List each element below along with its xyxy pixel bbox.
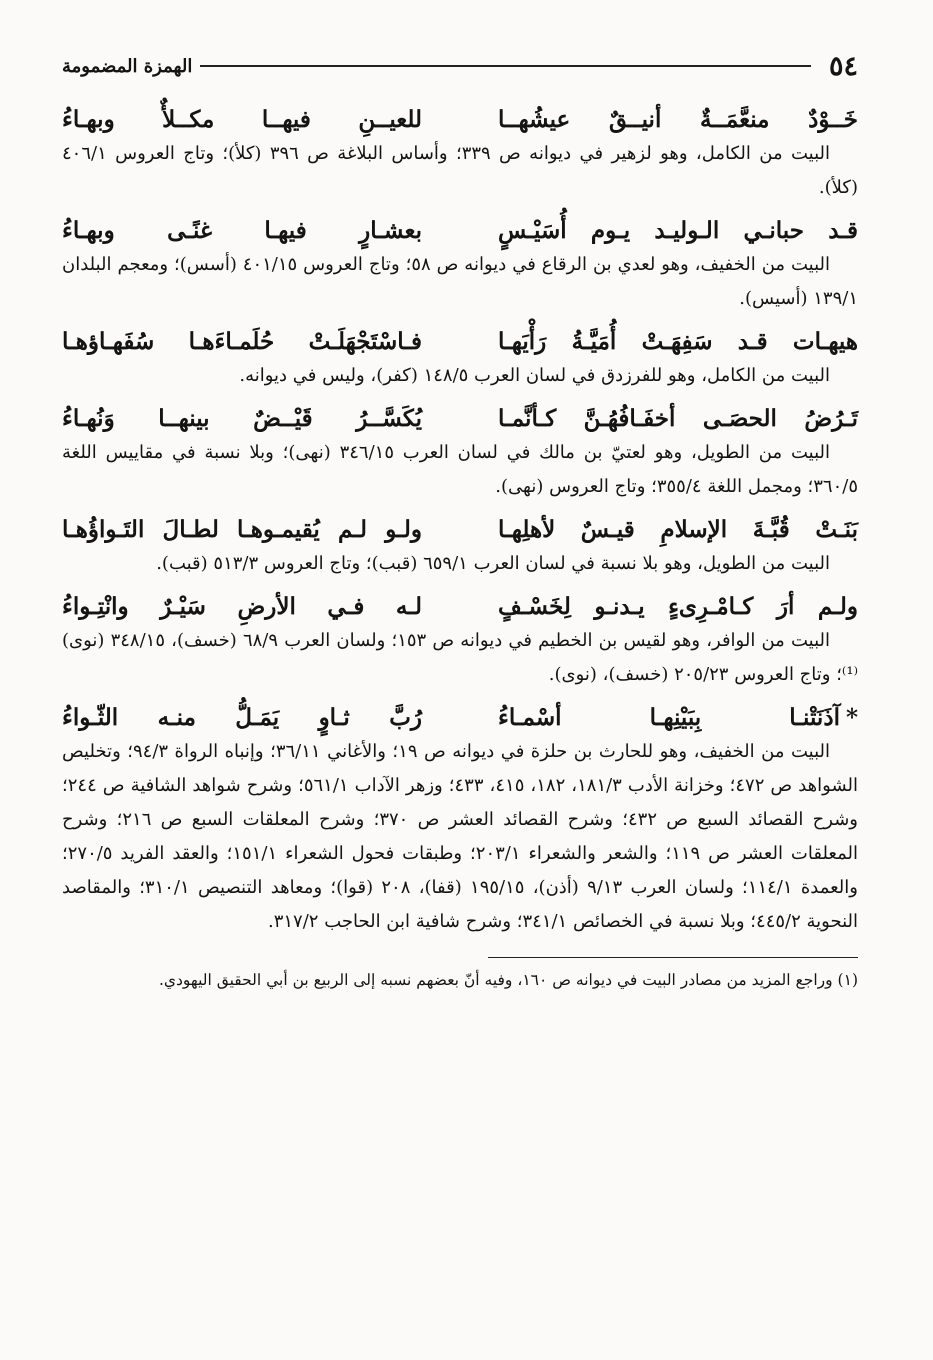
page-header: [62, 38, 858, 94]
verse-second-hemistich: ولـو لـم يُقيمـوهـا لطـالَ التَـواؤُهـا: [62, 516, 422, 543]
verse-line: [62, 328, 858, 355]
verse-note: البيت من الخفيف، وهو لعدي بن الرقاع في ديوانه ص ٥٨؛ وتاج العروس ٤٠١/١٥ (أسس)؛ ومعجم البلدان ١٣٩/١ (أسيس).: [62, 254, 858, 309]
verse-first-hemistich: قـد حبانـي الـوليـد يـوم أُسَيْـسٍ: [498, 217, 858, 244]
verse-note: البيت من الخفيف، وهو للحارث بن حلزة في ديوانه ص ١٩؛ والأغاني ٣٦/١١؛ وإنباه الرواة ٩٤/٣؛ وتخليص الشواهد ص ٤٧٢؛ وخزانة الأدب ١٨١/٣، ١٨٢، ٤١٥، ٤٣٣؛ وزهر الآداب ٥٦١/١؛ وشرح شواهد الشافية ص ٢٤٤؛ وشرح القصائد السبع ص ٤٣٢؛ وشرح القصائد العشر ص ٣٧٠؛ وشرح المعلقات السبع ص ٢١٦؛ وشرح المعلقات العشر ص ١١٩؛ والشعر والشعراء ٢٠٣/١؛ وطبقات فحول الشعراء ١٥١/١؛ والعقد الفريد ٢٧٠/٥؛ والعمدة ١١٤/١؛ ولسان العرب ٩/١٣ (أذن)، ١٩٥/١٥ (قفا)، ٢٠٨ (قوا)؛ ومعاهد التنصيص ٣١٠/١؛ والمقاصد النحوية ٤٤٥/٢؛ وبلا نسبة في الخصائص ٣٤١/١؛ وشرح شافية ابن الحاجب ٣١٧/٢.: [62, 741, 859, 932]
verse-note: البيت من الكامل، وهو لزهير في ديوانه ص ٣٣٩؛ وأساس البلاغة ص ٣٩٦ (كلأ)؛ وتاج العروس ٤٠٦/١ (كلأ).: [62, 143, 858, 198]
verse-second-hemistich: للعيــنِ فيهــا مكــلأٌ وبهـاءُ: [62, 106, 422, 133]
verse-note: البيت من الوافر، وهو لقيس بن الخطيم في ديوانه ص ١٥٣؛ ولسان العرب ٦٨/٩ (خسف)، ٣٤٨/١٥ (نوى)⁽¹⁾؛ وتاج العروس ٢٠٥/٢٣ (خسف)، (نوى).: [62, 630, 858, 685]
verse-first-hemistich: بَنَـتْ قُبَّـةَ الإسلامِ قيـسٌ لأهلِهـا: [498, 516, 858, 543]
verse-second-hemistich: يُكَسَّــرُ قَيْــضٌ بينهــا وَنُهـاءُ: [62, 405, 422, 432]
verse-note: البيت من الكامل، وهو للفرزدق في لسان العرب ١٤٨/٥ (كفر)، وليس في ديوانه.: [239, 365, 830, 386]
verse-first-text: آذَنَتْنـا بِبَيْنِهـا أسْمـاءُ: [498, 704, 840, 731]
entry: [62, 516, 858, 581]
verse-line: [62, 106, 858, 133]
verse-line: [62, 593, 858, 620]
verse-line: [62, 704, 858, 731]
header-rule: [200, 65, 811, 67]
verse-note: البيت من الطويل، وهو لعتيّ بن مالك في لسان العرب ٣٤٦/١٥ (نهى)؛ وبلا نسبة في مقاييس اللغة ٣٦٠/٥؛ ومجمل اللغة ٣٥٥/٤؛ وتاج العروس (نهى).: [62, 442, 858, 497]
verse-second-hemistich: بعشـارٍ فيهـا غنًـى وبهـاءُ: [62, 217, 422, 244]
entry: [62, 217, 858, 316]
entry: [62, 593, 858, 692]
footnote: (١) وراجع المزيد من مصادر البيت في ديوانه ص ١٦٠، وفيه أنّ بعضهم نسبه إلى الربيع بن أبي الحقيق اليهودي.: [158, 971, 858, 989]
verse-first-hemistich: ولـم أرَ كـامْـرِىءٍ يـدنـو لِخَسْـفٍ: [498, 593, 858, 620]
verse-line: [62, 405, 858, 432]
verse-first-hemistich: [498, 704, 858, 731]
verse-second-hemistich: لـه فـي الأرضِ سَيْـرٌ وانْتِـواءُ: [62, 593, 422, 620]
running-title: الهمزة المضمومة: [62, 55, 193, 77]
page-number: ٥٤: [828, 50, 858, 82]
footnote-rule: [488, 957, 858, 958]
entry: [62, 405, 858, 504]
verse-first-hemistich: تَـرُضُ الحصَـى أخفَـافُهُـنَّ كـأنَّمـا: [498, 405, 858, 432]
asterisk-marker: *: [845, 704, 858, 731]
verse-first-hemistich: خَــوْدٌ منعَّمَــةٌ أنيــقٌ عيشُهــا: [498, 106, 858, 133]
entry: [62, 328, 858, 393]
page: [62, 38, 858, 994]
verse-line: [62, 217, 858, 244]
entry: [62, 106, 858, 205]
verse-second-hemistich: فـاسْتَجْهَلَـتْ حُلَمـاءَهـا سُفَهـاؤهـا: [62, 328, 422, 355]
verse-line: [62, 516, 858, 543]
verse-first-hemistich: هيهـات قـد سَفِهَـتْ أُمَيَّـةُ رَأْيَهـا: [498, 328, 858, 355]
entry: [62, 704, 858, 939]
verse-second-hemistich: رُبَّ ثـاوٍ يَمَـلُّ منـه الثّـواءُ: [62, 704, 422, 731]
verse-note: البيت من الطويل، وهو بلا نسبة في لسان العرب ٦٥٩/١ (قبب)؛ وتاج العروس ٥١٣/٣ (قبب).: [156, 553, 830, 574]
